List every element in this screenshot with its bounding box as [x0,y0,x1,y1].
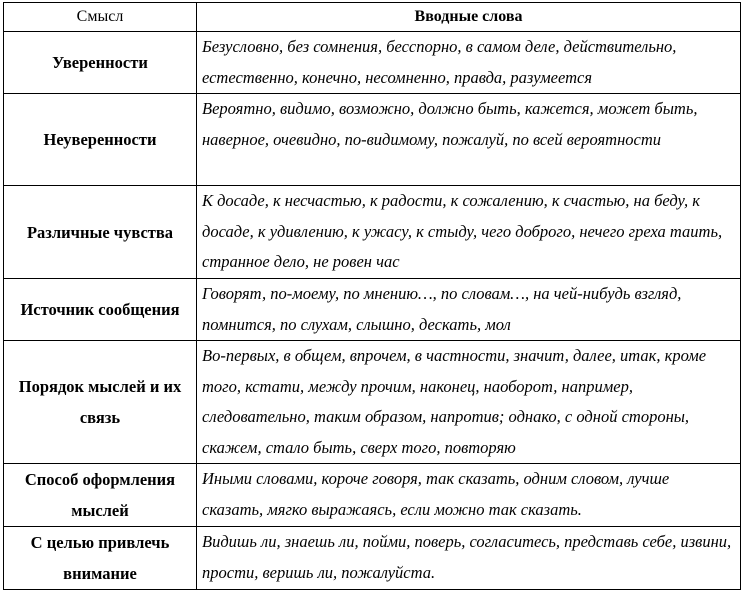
table-row [4,279,741,341]
row-words: Иными словами, короче говоря, так сказать, одним словом, лучше сказать, мягко выражаясь, если можно так сказать. [197,464,741,527]
row-words: Во-первых, в общем, впрочем, в частности, значит, далее, итак, кроме того, кстати, между прочим, наконец, наоборот, например, следовательно, таким образом, напротив; однако, с одной стороны, скажем, стало быть, сверх того, повторяю [197,341,741,464]
table-header-row [4,3,741,32]
row-words: Говорят, по-моему, по мнению…, по словам…, на чей-нибудь взгляд, помнится, по слухам, слышно, дескать, мол [197,279,741,341]
introductory-words-table [3,2,741,590]
row-words: К досаде, к несчастью, к радости, к сожалению, к счастью, на беду, к досаде, к удивлению, к ужасу, к стыду, чего доброго, нечего греха таить, странное дело, не ровен час [197,186,741,279]
header-meaning: Смысл [4,3,197,32]
table-row [4,464,741,527]
row-label: Различные чувства [4,186,197,279]
row-label: Источник сообщения [4,279,197,341]
row-label: Способ оформления мыслей [4,464,197,527]
table-row [4,341,741,464]
row-label: Уверенности [4,32,197,94]
table-row [4,186,741,279]
row-words: Видишь ли, знаешь ли, пойми, поверь, согласитесь, представь себе, извини, прости, веришь ли, пожалуйста. [197,527,741,590]
header-introductory-words: Вводные слова [197,3,741,32]
table-row [4,94,741,186]
row-words: Вероятно, видимо, возможно, должно быть, кажется, может быть, наверное, очевидно, по-видимому, пожалуй, по всей вероятности [197,94,741,186]
row-label: С целью привлечь внимание [4,527,197,590]
row-label: Порядок мыслей и их связь [4,341,197,464]
table-row [4,527,741,590]
row-label: Неуверенности [4,94,197,186]
row-words: Безусловно, без сомнения, бесспорно, в самом деле, действительно, естественно, конечно, несомненно, правда, разумеется [197,32,741,94]
table-row [4,32,741,94]
